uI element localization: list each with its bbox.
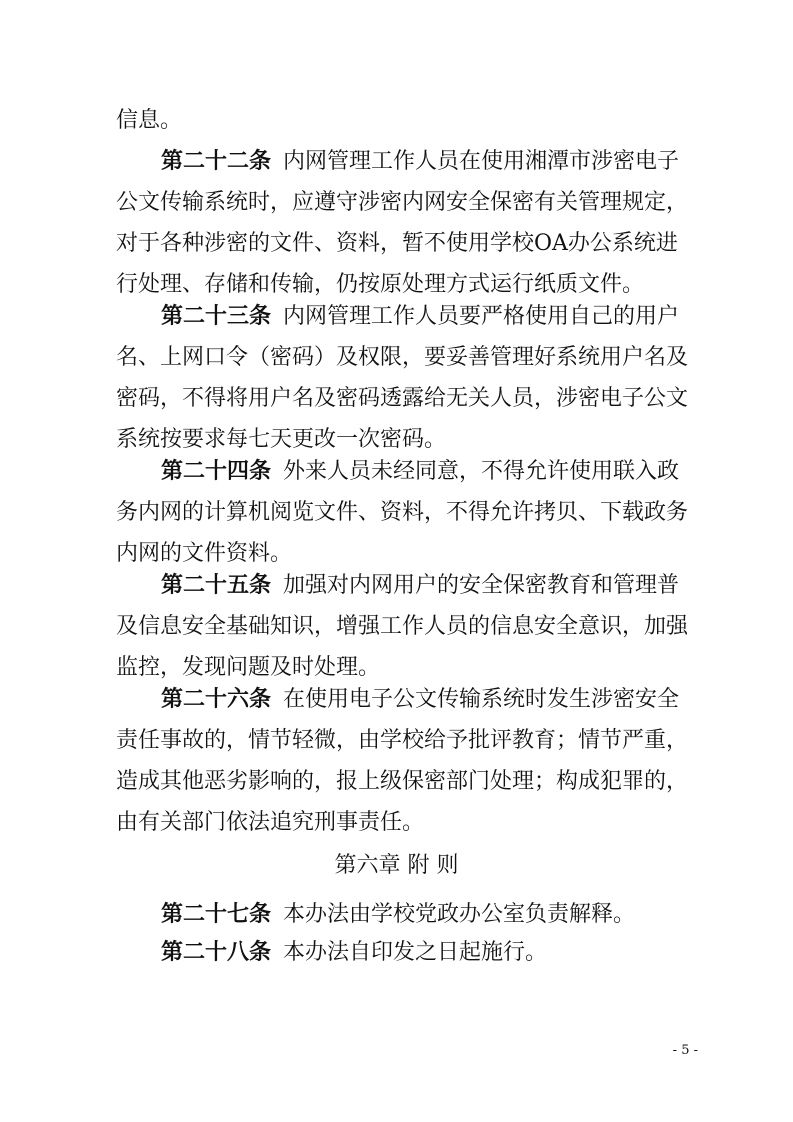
article-23-line-4: 系统按要求每七天更改一次密码。 (116, 427, 447, 452)
article-22-line-4: 行处理、存储和传输，仍按原处理方式运行纸质文件。 (116, 272, 645, 297)
article-26-line-4: 由有关部门依法追究刑事责任。 (116, 810, 425, 835)
article-25-line-2: 及信息安全基础知识，增强工作人员的信息安全意识，加强 (116, 614, 689, 639)
article-26-line-2: 责任事故的，情节轻微，由学校给予批评教育；情节严重， (116, 728, 689, 753)
article-23-label: 第二十三条 (161, 304, 272, 329)
article-22-first-line: 第二十二条 内网管理工作人员在使用湘潭市涉密电子 (161, 149, 680, 174)
article-26-label: 第二十六条 (161, 687, 272, 712)
article-28-line: 第二十八条 本办法自印发之日起施行。 (161, 940, 548, 965)
chapter-title: 第六章 附 则 (334, 853, 459, 878)
article-23-line-2: 名、上网口令（密码）及权限，要妥善管理好系统用户名及 (116, 345, 689, 370)
article-26-first-line: 第二十六条 在使用电子公文传输系统时发生涉密安全 (161, 687, 680, 712)
article-24-label: 第二十四条 (161, 459, 272, 484)
article-25-first-line: 第二十五条 加强对内网用户的安全保密教育和管理普 (161, 573, 680, 598)
article-22-line-3: 对于各种涉密的文件、资料，暂不使用学校OA办公系统进 (116, 231, 678, 256)
article-27-label: 第二十七条 (161, 902, 272, 927)
article-24-first-line: 第二十四条 外来人员未经同意，不得允许使用联入政 (161, 459, 680, 484)
article-25-line-3: 监控，发现问题及时处理。 (116, 655, 381, 680)
article-24-line-2: 务内网的计算机阅览文件、资料，不得允许拷贝、下载政务 (116, 500, 689, 525)
article-27-line: 第二十七条 本办法由学校党政办公室负责解释。 (161, 902, 636, 927)
continuation-text: 信息。 (116, 108, 183, 133)
article-22-label: 第二十二条 (161, 149, 272, 174)
article-23-first-line: 第二十三条 内网管理工作人员要严格使用自己的用户 (161, 304, 680, 329)
article-22-line-2: 公文传输系统时，应遵守涉密内网安全保密有关管理规定， (116, 190, 689, 215)
article-26-line-3: 造成其他恶劣影响的，报上级保密部门处理；构成犯罪的， (116, 769, 689, 794)
article-24-line-3: 内网的文件资料。 (116, 541, 293, 566)
article-23-line-3: 密码，不得将用户名及密码透露给无关人员，涉密电子公文 (116, 386, 689, 411)
page-number: - 5 - (672, 1043, 698, 1058)
article-25-label: 第二十五条 (161, 573, 272, 598)
article-28-label: 第二十八条 (161, 940, 272, 965)
